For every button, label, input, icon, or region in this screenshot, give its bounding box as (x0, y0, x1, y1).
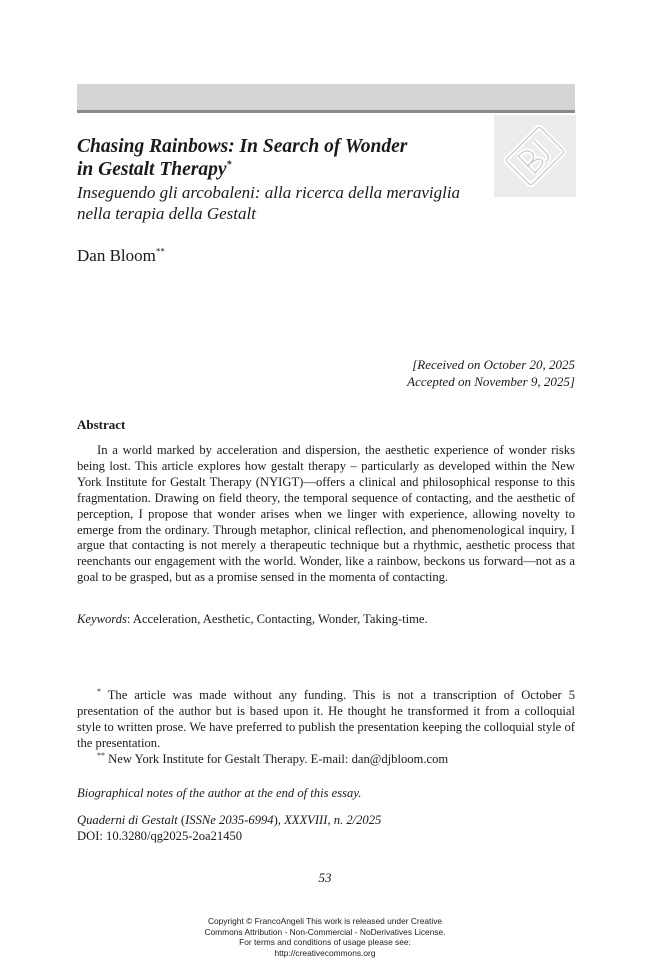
journal-info (77, 812, 381, 844)
bio-note: Biographical notes of the author at the end of this essay. (77, 786, 362, 800)
keywords-list: Acceleration, Aesthetic, Contacting, Wonder, Taking-time. (132, 612, 428, 626)
author-name (77, 246, 165, 266)
title-block (77, 135, 497, 224)
keywords-separator: : (126, 612, 133, 626)
license-line-3: For terms and conditions of usage please see: (239, 937, 411, 948)
journal-doi[interactable]: DOI: 10.3280/qg2025-2oa21450 (77, 829, 243, 843)
received-date: [Received on October 20, 2025 (412, 357, 575, 372)
article-title (77, 135, 497, 181)
title-footnote-marker[interactable]: * (226, 159, 232, 171)
subtitle-line-1: Inseguendo gli arcobaleni: alla ricerca della meraviglia (77, 183, 461, 202)
title-line-1: Chasing Rainbows: In Search of Wonder (77, 136, 408, 157)
title-line-2: in Gestalt Therapy (77, 159, 227, 180)
journal-issn: ISSNe 2035-6994 (185, 813, 274, 827)
footnote-1 (77, 688, 575, 752)
author-label: Dan Bloom (77, 246, 156, 265)
footnotes (77, 688, 575, 768)
license-line-1: Copyright © FrancoAngeli This work is released under Creative (207, 916, 443, 926)
license-line-2: Commons Attribution - Non-Commercial - NoDerivatives License. (204, 926, 446, 937)
keywords-label: Keywords (77, 612, 127, 626)
abstract-heading: Abstract (77, 417, 126, 432)
journal-issn-open: ( (177, 813, 186, 827)
header-bar (77, 84, 575, 113)
footnote-2-text: New York Institute for Gestalt Therapy. E-mail: dan@djbloom.com (105, 751, 449, 766)
journal-name: Quaderni di Gestalt (77, 813, 178, 827)
journal-issn-close: ), (273, 813, 285, 827)
license-notice (0, 916, 650, 958)
subtitle-line-2: nella terapia della Gestalt (77, 203, 256, 223)
footnote-2 (77, 752, 575, 768)
page-number: 53 (318, 870, 332, 885)
abstract-text: In a world marked by acceleration and dispersion, the aesthetic experience of wonder risks being lost. This article explores how gestalt therapy – particularly as developed within the New York Institute for Gestalt Therapy (NYIGT)—offers a clinical and philosophical response to this fragmentation. Drawing on field theory, the temporal sequence of contacting, and the aesthetic of perception, I propose that wonder arises when we linger with experience, allowing novelty to emerge from the ordinary. Through metaphor, clinical reflection, and phenomenological inquiry, I argue that contacting is not merely a therapeutic technique but a rhythmic, aesthetic process that reenchants our engagement with the world. Wonder, like a rainbow, beckons us forward—not as a goal to be grasped, but as a promise sensed in the momenta of contacting. (77, 443, 575, 585)
journal-volume: XXXVIII, n. 2/2025 (284, 813, 382, 827)
footnote-2-marker: ** (97, 750, 105, 760)
license-link[interactable]: http://creativecommons.org (274, 947, 376, 958)
article-subtitle (77, 183, 497, 224)
accepted-date: Accepted on November 9, 2025] (407, 374, 575, 389)
author-footnote-marker[interactable]: ** (155, 246, 165, 257)
footnote-1-marker: * (97, 686, 101, 696)
received-dates (407, 356, 575, 390)
publisher-logo (494, 115, 576, 197)
footnote-1-text: The article was made without any funding. This is not a transcription of October 5 presentation of the author but is based upon it. He thought he transformed it from a colloquial style to written prose. We have preferred to publish the presentation keeping the colloquial style of the presentation. (77, 688, 575, 750)
journal-citation (77, 812, 381, 828)
keywords (77, 612, 428, 627)
